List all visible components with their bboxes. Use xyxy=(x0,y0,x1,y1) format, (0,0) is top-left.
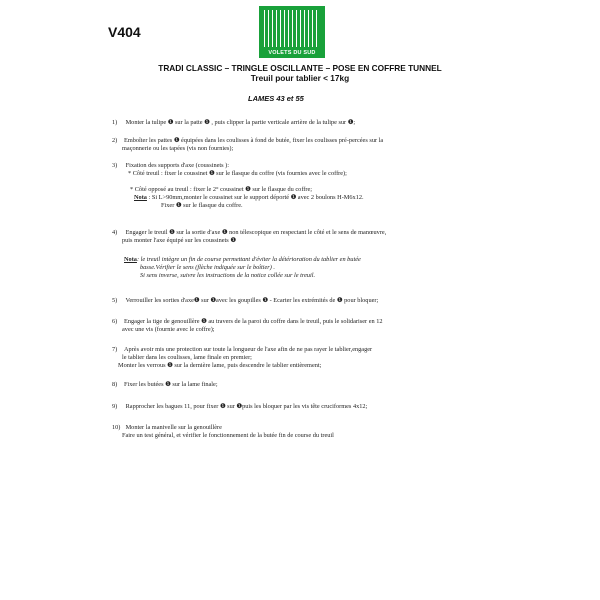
step-10 xyxy=(112,424,512,440)
note-line: : le treuil intègre un fin de course permettant d'éviter la détérioration du tablier en butée xyxy=(136,256,361,263)
step-3-cote-treuil: * Côté treuil : fixer le coussinet ❶ sur le flasque du coffre (vis fournies avec le coffre); xyxy=(128,170,347,177)
step-text: maçonnerie ou les tapées (vis non fournies); xyxy=(122,144,234,152)
document-title: TRADI CLASSIC – TRINGLE OSCILLANTE – POSE EN COFFRE TUNNEL xyxy=(158,63,442,73)
step-text: Engager la tige de genouillère ❶ au travers de la paroi du coffre dans le treuil, puis le solidariser en 12 xyxy=(124,318,383,325)
step-3-note-fix: Fixer ❶ sur le flasque du coffre. xyxy=(161,202,243,209)
step-4-note-line-3: Si sens inverse, suivre les instructions de la notice collée sur le treuil. xyxy=(140,272,316,279)
step-number: 8) xyxy=(112,381,118,388)
step-1 xyxy=(112,119,512,127)
volets-du-sud-logo xyxy=(259,6,325,58)
step-number: 9) xyxy=(112,403,118,410)
step-text: Monter les verrous ❶ sur la dernière lame, puis descendre le tablier entièrement; xyxy=(118,361,322,369)
step-text: Verrouiller les sorties d'axe❶ sur ❶avec les goupilles ❶ - Ecarter les extrémités de ❶ pour bloquer; xyxy=(125,297,379,304)
step-5 xyxy=(112,297,512,305)
step-6 xyxy=(112,318,512,334)
document-code: V404 xyxy=(108,24,141,40)
step-3-note xyxy=(134,194,364,202)
note-label: Nota xyxy=(124,256,137,263)
step-text: Engager le treuil ❶ sur la sortie d'axe ❶ non télescopique en respectant le côté et le sens de manœuvre, xyxy=(125,229,387,236)
step-text: Emboîter les pattes ❶ équipées dans les coulisses à fond de butée, fixer les coulisses pré-percées sur la xyxy=(124,137,384,144)
step-number: 3) xyxy=(112,162,118,169)
step-number: 4) xyxy=(112,229,118,236)
step-7 xyxy=(112,346,512,369)
step-text: Monter la tulipe ❶ sur la patte ❶ , puis clipper la partie verticale arrière de la tulipe sur ❶; xyxy=(125,119,356,126)
note-text: : Si L>90mm,monter le coussinet sur le support déporté ❶ avec 2 boulons H-M6x12. xyxy=(146,194,364,201)
step-text: le tablier dans les coulisses, lame finale en premier; xyxy=(122,353,252,361)
step-text: Monter la manivelle sur la genouillère xyxy=(125,424,222,431)
step-number: 5) xyxy=(112,297,118,304)
step-text: Rapprocher les bagues 11, pour fixer ❶ sur ❶puis les bloquer par les vis tête cruciformes 4x12; xyxy=(125,403,368,410)
step-text: puis monter l'axe équipé sur les coussinets ❶ xyxy=(122,236,236,244)
step-number: 2) xyxy=(112,137,118,144)
logo-stripes xyxy=(264,10,320,47)
step-4-note xyxy=(124,256,361,264)
step-8 xyxy=(112,381,512,389)
document-subtitle: Treuil pour tablier < 17kg xyxy=(250,73,350,83)
step-number: 1) xyxy=(112,119,118,126)
step-text: avec une vis (fournie avec le coffre); xyxy=(122,325,215,333)
step-2 xyxy=(112,137,512,153)
step-number: 7) xyxy=(112,346,118,353)
logo-brand-text: VOLETS DU SUD xyxy=(268,50,316,56)
step-number: 6) xyxy=(112,318,118,325)
step-3-cote-oppose: * Côté opposé au treuil : fixer le 2° coussinet ❶ sur le flasque du coffre; xyxy=(130,186,313,193)
lames-spec: LAMES 43 et 55 xyxy=(248,94,304,103)
step-text: Après avoir mis une protection sur toute la longueur de l'axe afin de ne pas rayer le tablier,engager xyxy=(124,346,373,353)
step-3 xyxy=(112,162,512,170)
step-text: Faire un test général, et vérifier le fonctionnement de la butée fin de course du treuil xyxy=(122,431,334,439)
step-text: Fixer les butées ❶ sur la lame finale; xyxy=(124,381,218,388)
step-4 xyxy=(112,229,512,245)
note-label: Nota xyxy=(134,194,147,201)
step-4-note-line-2: basse.Vérifier le sens (flèche indiquée sur le boîtier) . xyxy=(140,264,276,271)
step-text: Fixation des supports d'axe (coussinets ): xyxy=(125,162,230,169)
step-9 xyxy=(112,403,512,411)
step-number: 10) xyxy=(112,424,121,431)
